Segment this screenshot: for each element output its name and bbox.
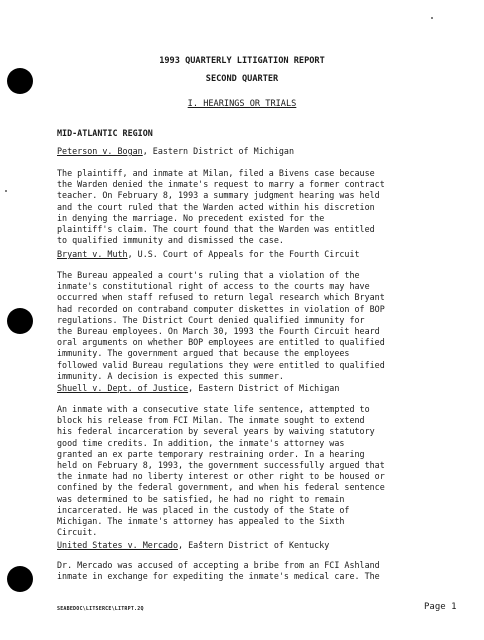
- case-paragraph: [57, 404, 477, 538]
- case-paragraph: [57, 168, 477, 246]
- scan-speck: [431, 17, 433, 19]
- footer-page-number: Page 1: [424, 602, 457, 612]
- case-court: , Eastern District of Michigan: [188, 383, 340, 393]
- case-name: Peterson v. Bogan: [57, 146, 143, 156]
- case-court: , Eastern District of Kentucky: [178, 540, 330, 550]
- paragraph-line: had recorded on contraband computer diskettes in violation of BOP: [57, 303, 385, 314]
- paragraph-line: block his release from FCI Milan. The inmate sought to extend: [57, 415, 365, 426]
- paragraph-line: inmate's constitutional right of access to the courts may have: [57, 281, 370, 292]
- case-paragraph: [57, 270, 477, 382]
- paragraph-line: his federal incarceration by several years by waiving statutory: [57, 426, 375, 437]
- case-name: Bryant v. Muth: [57, 249, 128, 259]
- region-heading: MID-ATLANTIC REGION: [57, 128, 153, 138]
- section-heading: I. HEARINGS OR TRIALS: [187, 99, 297, 109]
- paragraph-line: immunity. A decision is expected this summer.: [57, 370, 284, 381]
- case-court: , Eastern District of Michigan: [142, 146, 294, 156]
- paragraph-line: good time credits. In addition, the inmate's attorney was: [57, 437, 345, 448]
- paragraph-line: occurred when staff refused to return legal research which Bryant: [57, 292, 385, 303]
- case-heading: [57, 146, 294, 157]
- case-name: Shuell v. Dept. of Justice: [57, 383, 189, 393]
- paragraph-line: incarcerated. He was placed in the custody of the State of: [57, 504, 350, 515]
- paragraph-line: regulations. The District Court denied qualified immunity for: [57, 314, 365, 325]
- paragraph-line: held on February 8, 1993, the government successfully argued that: [57, 460, 385, 471]
- paragraph-line: Circuit.: [57, 527, 98, 538]
- paragraph-line: was determined to be satisfied, he had no right to remain: [57, 493, 345, 504]
- scan-speck: [5, 190, 7, 192]
- paragraph-line: to qualified immunity and dismissed the case.: [57, 235, 284, 246]
- report-title: 1993 QUARTERLY LITIGATION REPORT: [159, 56, 325, 66]
- paragraph-line: the inmate had no liberty interest or other right to be housed or: [57, 471, 385, 482]
- case-paragraph: [57, 560, 477, 582]
- paragraph-line: oral arguments on whether BOP employees are entitled to qualified: [57, 337, 385, 348]
- paragraph-line: the Warden denied the inmate's request to marry a former contract: [57, 179, 385, 190]
- paragraph-line: followed valid Bureau regulations they were entitled to qualified: [57, 359, 385, 370]
- case-court: , U.S. Court of Appeals for the Fourth Circuit: [127, 249, 360, 259]
- paragraph-line: the Bureau employees. On March 30, 1993 the Fourth Circuit heard: [57, 326, 380, 337]
- case-heading: [57, 383, 339, 394]
- paragraph-line: inmate in exchange for expediting the inmate's medical care. The: [57, 571, 380, 582]
- binder-hole-middle: [7, 308, 33, 334]
- paragraph-line: The plaintiff, and inmate at Milan, filed a Bivens case because: [57, 168, 375, 178]
- paragraph-line: Dr. Mercado was accused of accepting a bribe from an FCI Ashland: [57, 560, 380, 570]
- paragraph-line: The Bureau appealed a court's ruling that a violation of the: [57, 270, 360, 280]
- footer-file-path: SEABEDOC\LITSERCE\LITRPT.2Q: [57, 606, 144, 612]
- paragraph-line: and the court ruled that the Warden acted within his discretion: [57, 201, 375, 212]
- paragraph-line: confined by the federal government, and when his federal sentence: [57, 482, 385, 493]
- paragraph-line: plaintiff's claim. The court found that the Warden was entitled: [57, 224, 375, 235]
- paragraph-line: An inmate with a consecutive state life sentence, attempted to: [57, 404, 370, 414]
- paragraph-line: teacher. On February 8, 1993 a summary judgment hearing was held: [57, 190, 380, 201]
- paragraph-line: Michigan. The inmate's attorney has appealed to the Sixth: [57, 516, 345, 527]
- case-name: United States v. Mercado: [57, 540, 179, 550]
- binder-hole-bottom: [7, 566, 33, 592]
- case-heading: [57, 249, 360, 260]
- paragraph-line: in denying the marriage. No precedent existed for the: [57, 212, 325, 223]
- paragraph-line: granted an ex parte temporary restraining order. In a hearing: [57, 448, 365, 459]
- paragraph-line: immunity. The government argued that because the employees: [57, 348, 350, 359]
- case-heading: [57, 540, 329, 551]
- report-quarter: SECOND QUARTER: [205, 74, 279, 84]
